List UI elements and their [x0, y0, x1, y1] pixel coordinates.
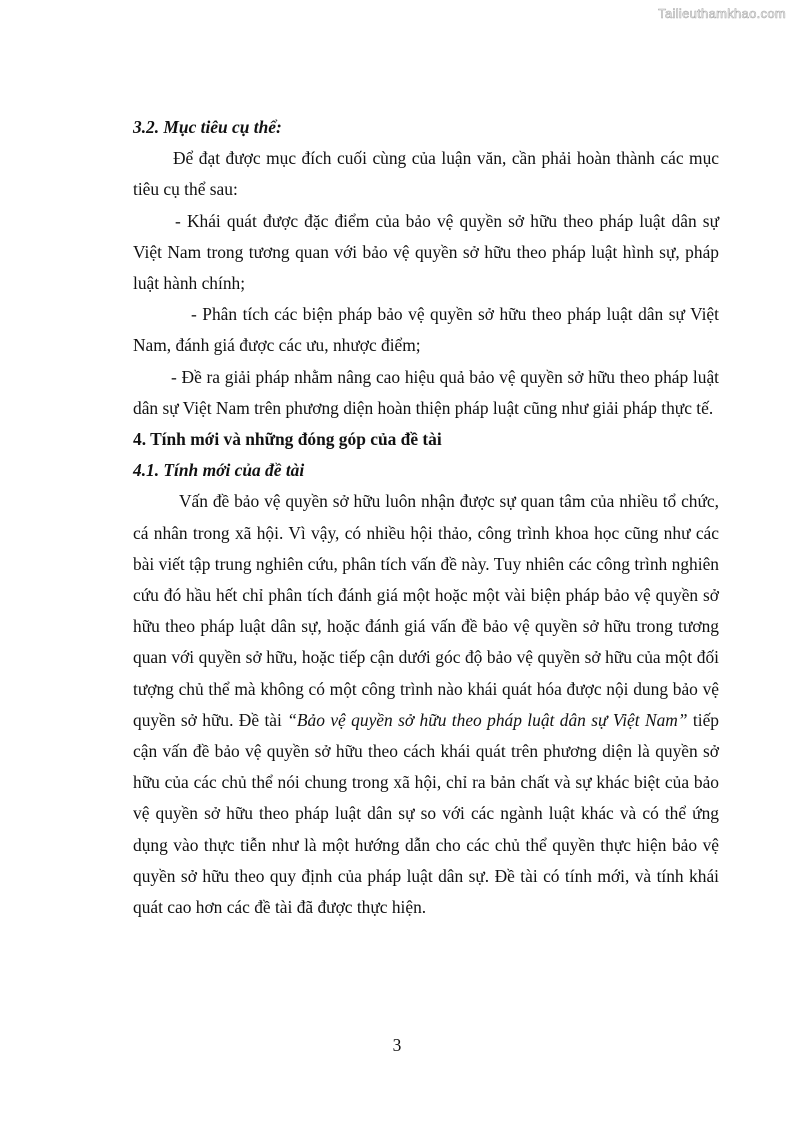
document-body	[133, 112, 719, 923]
paragraph-text-after: tiếp cận vấn đề bảo vệ quyền sở hữu theo cách khái quát trên phương diện là quyền sở hữu của các chủ thể nói chung trong xã hội, chỉ ra bản chất và sự khác biệt của bảo vệ quyền sở hữu theo pháp luật dân sự so với các ngành luật khác và có thể ứng dụng vào thực tiễn như là một hướng dẫn cho các chủ thể quyền thực hiện bảo vệ quyền sở hữu theo quy định của pháp luật dân sự. Đề tài có tính mới, và tính khái quát cao hơn các đề tài đã được thực hiện.	[133, 709, 719, 918]
objective-item-1: - Khái quát được đặc điểm của bảo vệ quyền sở hữu theo pháp luật dân sự Việt Nam trong tương quan với bảo vệ quyền sở hữu theo pháp luật hình sự, pháp luật hành chính;	[133, 210, 719, 294]
section-4-1-paragraph	[133, 486, 719, 923]
section-4-1-heading: 4.1. Tính mới của đề tài	[133, 460, 305, 481]
thesis-title-quote: “Bảo vệ quyền sở hữu theo pháp luật dân sự Việt Nam”	[287, 709, 688, 730]
section-3-2-heading: 3.2. Mục tiêu cụ thể:	[133, 117, 282, 137]
section-3-2-intro: Để đạt được mục đích cuối cùng của luận văn, cần phải hoàn thành các mục tiêu cụ thể sau:	[133, 148, 719, 200]
paragraph-text-before: Vấn đề bảo vệ quyền sở hữu luôn nhận được sự quan tâm của nhiều tổ chức, cá nhân trong xã hội. Vì vậy, có nhiều hội thảo, công trình khoa học cũng như các bài viết tập trung nghiên cứu, phân tích vấn đề này. Tuy nhiên các công trình nghiên cứu đó hầu hết chỉ phân tích đánh giá một hoặc một vài biện pháp bảo vệ quyền sở hữu theo pháp luật dân sự, hoặc đánh giá vấn đề bảo vệ quyền sở hữu trong tương quan với quyền sở hữu, hoặc tiếp cận dưới góc độ bảo vệ quyền sở hữu của một đối tượng chủ thể mà không có một công trình nào khái quát hóa được nội dung bảo vệ quyền sở hữu. Đề tài	[133, 491, 719, 730]
page-number: 3	[392, 1035, 402, 1055]
section-4-heading: 4. Tính mới và những đóng góp của đề tài	[133, 429, 442, 450]
objective-item-3: - Đề ra giải pháp nhằm nâng cao hiệu quả bảo vệ quyền sở hữu theo pháp luật dân sự Việt Nam trên phương diện hoàn thiện pháp luật cũng như giải pháp thực tế.	[133, 366, 719, 418]
watermark-text: Tailieuthamkhao.com	[658, 6, 786, 21]
objective-item-2: - Phân tích các biện pháp bảo vệ quyền sở hữu theo pháp luật dân sự Việt Nam, đánh giá được các ưu, nhược điểm;	[133, 304, 719, 356]
